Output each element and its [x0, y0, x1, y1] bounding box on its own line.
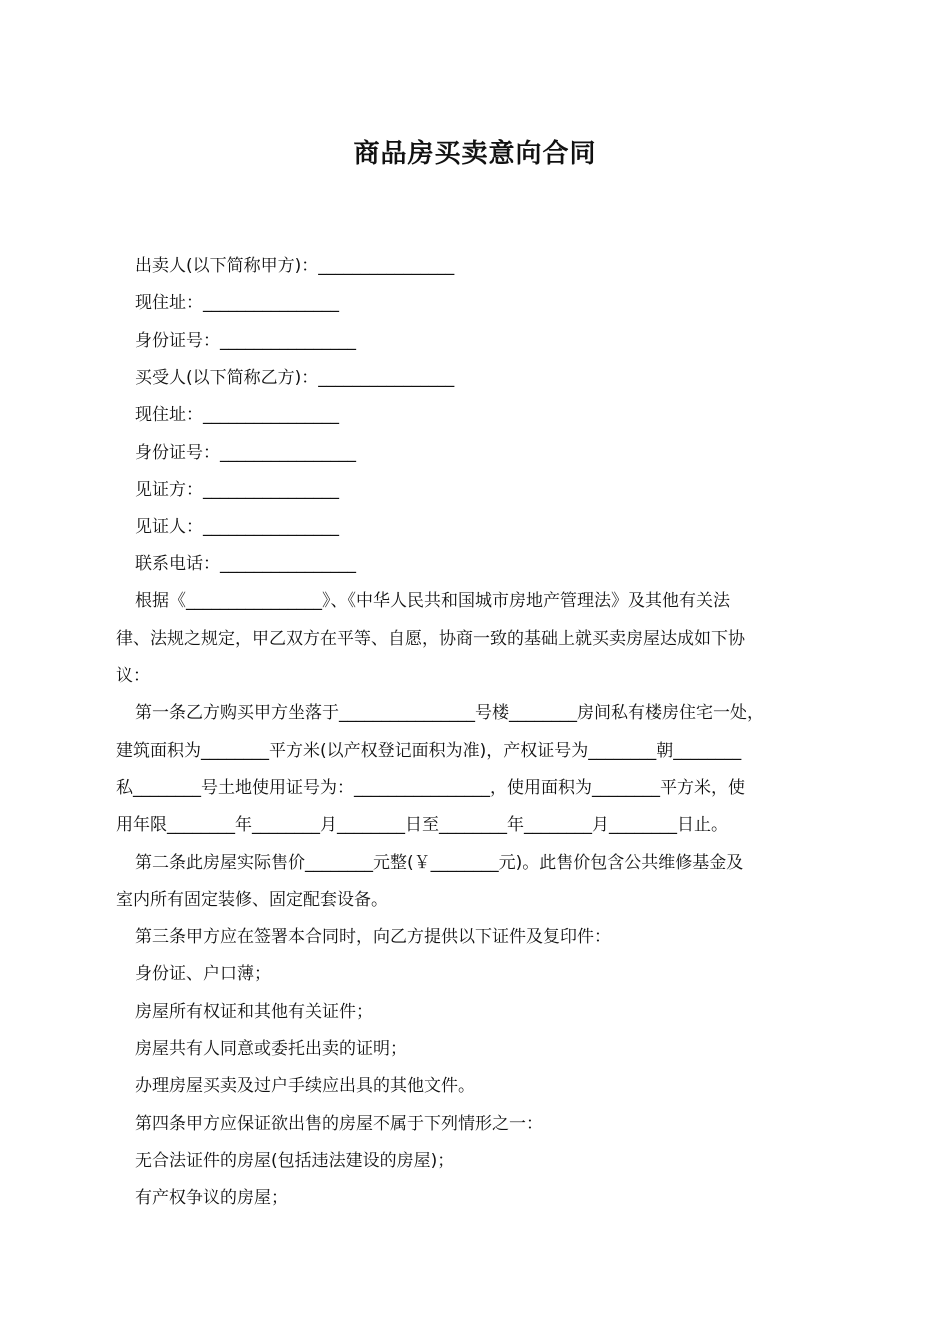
body-line: 私________号土地使用证号为：________________，使用面积为________平方米，使 — [116, 778, 745, 798]
document-title: 商品房买卖意向合同 — [353, 139, 597, 169]
list-item: 办理房屋买卖及过户手续应出具的其他文件。 — [135, 1076, 475, 1096]
witness-party-line: 见证方：________________ — [135, 480, 339, 500]
buyer-address-line: 现住址：________________ — [135, 405, 339, 425]
body-line: 律、法规之规定，甲乙双方在平等、自愿，协商一致的基础上就买卖房屋达成如下协 — [116, 629, 745, 649]
buyer-id-line: 身份证号：________________ — [135, 443, 356, 463]
article-4-line: 第四条甲方应保证欲出售的房屋不属于下列情形之一： — [135, 1114, 543, 1134]
seller-address-line: 现住址：________________ — [135, 293, 339, 313]
article-2-line: 第二条此房屋实际售价________元整(￥________元)。此售价包含公共维修基金及 — [135, 853, 744, 873]
body-line: 室内所有固定装修、固定配套设备。 — [116, 890, 388, 910]
seller-line: 出卖人(以下简称甲方)：________________ — [135, 256, 455, 276]
article-3-line: 第三条甲方应在签署本合同时，向乙方提供以下证件及复印件： — [135, 927, 611, 947]
contact-phone-line: 联系电话：________________ — [135, 554, 356, 574]
list-item: 无合法证件的房屋(包括违法建设的房屋)； — [135, 1151, 455, 1171]
seller-id-line: 身份证号：________________ — [135, 331, 356, 351]
list-item: 房屋共有人同意或委托出卖的证明； — [135, 1039, 407, 1059]
buyer-line: 买受人(以下简称乙方)：________________ — [135, 368, 455, 388]
list-item: 房屋所有权证和其他有关证件； — [135, 1002, 373, 1022]
list-item: 有产权争议的房屋； — [135, 1188, 288, 1208]
list-item: 身份证、户口薄； — [135, 964, 271, 984]
body-line: 用年限________年________月________日至________年________月________日止。 — [116, 815, 728, 835]
witness-person-line: 见证人：________________ — [135, 517, 339, 537]
body-line: 议： — [116, 666, 150, 686]
body-line: 建筑面积为________平方米(以产权登记面积为准)，产权证号为________朝________ — [116, 741, 742, 761]
article-1-line: 第一条乙方购买甲方坐落于________________号楼________房间私有楼房住宅一处， — [135, 703, 764, 723]
body-line: 根据《________________》、《中华人民共和国城市房地产管理法》及其他有关法 — [135, 591, 730, 611]
